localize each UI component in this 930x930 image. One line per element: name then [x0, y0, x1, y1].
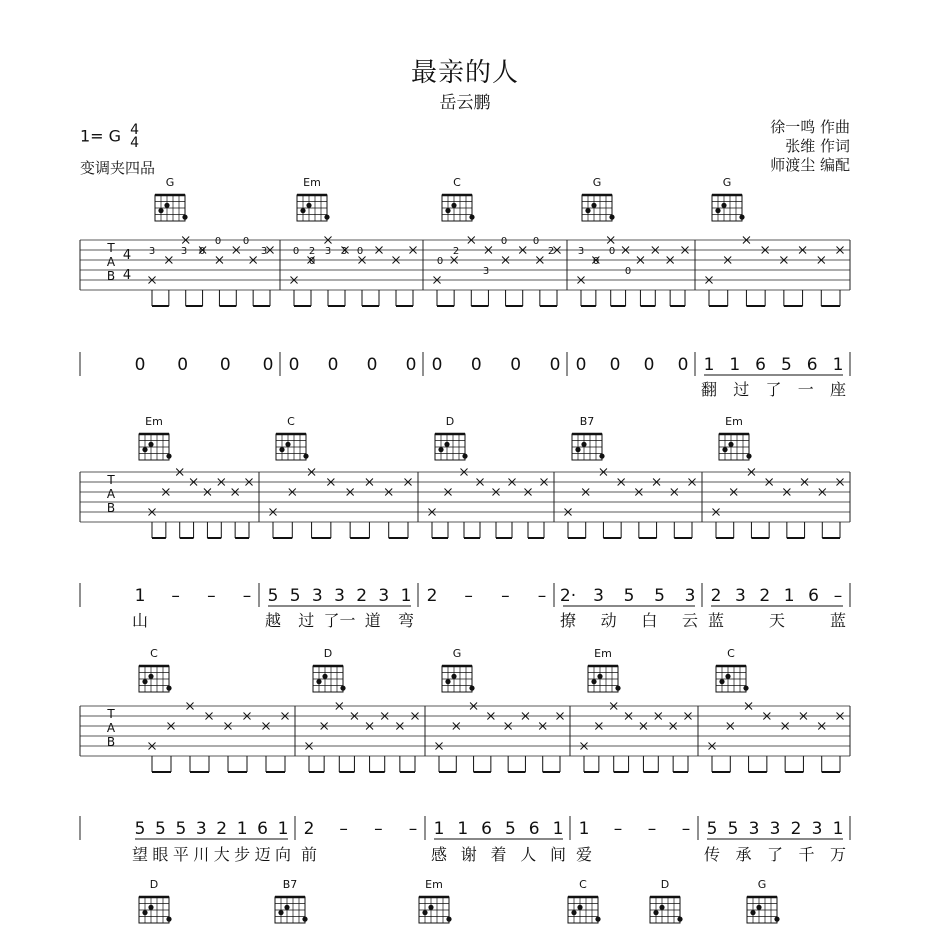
tab-fret-number: 0 [292, 246, 300, 257]
chord-dot [597, 674, 602, 679]
chord-dot [591, 679, 596, 684]
jianpu-note: – [833, 586, 843, 606]
jianpu-note: 0 [405, 355, 417, 375]
chord-name: G [452, 647, 462, 660]
lyric-char: 弯 [397, 611, 415, 630]
lyric-char: 白 [641, 611, 658, 630]
lyric-char: 山 [131, 611, 149, 630]
tab-fret-number: 2 [452, 246, 460, 257]
jianpu-note: 2 [710, 586, 722, 606]
lyric-char: 感 [430, 845, 448, 864]
jianpu-note: – [501, 586, 510, 606]
chord-dot [324, 215, 329, 220]
tab-fret-number: 2 [547, 246, 555, 257]
lyric-char: 过 [733, 380, 750, 399]
chord-dot [142, 910, 147, 915]
chord-dot [438, 447, 443, 452]
jianpu-note: 1 [729, 355, 741, 375]
jianpu-note: 0 [609, 355, 621, 375]
lyric-char: 动 [600, 611, 617, 630]
jianpu-note: 5 [267, 586, 279, 606]
chord-dot [469, 686, 474, 691]
lyric-char: 平 [172, 845, 189, 864]
jianpu-note: – [408, 819, 418, 839]
tab-fret-number: 0 [532, 236, 540, 247]
chord-diagram [155, 176, 188, 221]
chord-dot [722, 447, 727, 452]
chord-name: G [722, 176, 732, 189]
lyric-char: 千 [798, 845, 815, 864]
lyric-char: 了 [765, 380, 782, 399]
jianpu-note: 2 [790, 819, 802, 839]
jianpu-note: – [171, 586, 180, 606]
jianpu-note: 3 [748, 819, 760, 839]
jianpu-note: 1 [236, 819, 248, 839]
lyric-char: 道 [364, 611, 381, 630]
tab-fret-number: 3 [577, 246, 585, 257]
chord-dot [462, 454, 467, 459]
lyric-char: 间 [549, 845, 567, 864]
lyric-char: 撩 [559, 611, 577, 630]
jianpu-note: 3 [684, 586, 696, 606]
jianpu-note: 5 [504, 819, 516, 839]
lyric-char: 望 [131, 845, 149, 864]
lyric-char: 向 [274, 845, 292, 864]
jianpu-note: – [339, 819, 348, 839]
jianpu-note: 0 [327, 355, 339, 375]
jianpu-note: 3 [811, 819, 823, 839]
jianpu-note: 6 [257, 819, 268, 839]
tab-fret-number: 2 [308, 246, 316, 257]
jianpu-note: 2 [426, 586, 438, 606]
lyric-char: 川 [193, 845, 210, 864]
chord-dot [316, 679, 321, 684]
chord-name: C [453, 176, 461, 189]
chord-dot [451, 674, 456, 679]
key-label: 1= G [80, 126, 122, 146]
tab-clef-letter: A [106, 487, 116, 501]
chord-dot [428, 905, 433, 910]
jianpu-note: 2· [559, 586, 577, 606]
jianpu-note: 1 [457, 819, 469, 839]
chord-dot [756, 905, 761, 910]
lyric-char: 谢 [460, 845, 477, 864]
chord-dot [446, 917, 451, 922]
chord-dot [148, 442, 153, 447]
jianpu-note: 0 [288, 355, 300, 375]
chord-dot [469, 215, 474, 220]
jianpu-note: 5 [289, 586, 301, 606]
chord-dot [166, 686, 171, 691]
jianpu-note: 1 [783, 586, 795, 606]
chord-dot [164, 203, 169, 208]
chord-dot [581, 442, 586, 447]
jianpu-note: 3 [378, 586, 390, 606]
jianpu-note: 1 [433, 819, 445, 839]
jianpu-note: – [537, 586, 547, 606]
chord-name: B7 [579, 415, 595, 428]
tab-clef-letter: B [106, 501, 116, 515]
chord-diagram [419, 878, 452, 923]
chord-dot [591, 203, 596, 208]
tab-clef-letter: B [106, 269, 116, 283]
lyric-char: 万 [829, 845, 847, 864]
chord-dot [302, 917, 307, 922]
lyric-char: 了一 [323, 611, 356, 630]
chord-diagram [297, 176, 330, 221]
chord-diagram [139, 647, 172, 692]
jianpu-note: – [647, 819, 657, 839]
lyric-char: 云 [681, 611, 699, 630]
chord-dot [750, 910, 755, 915]
jianpu-note: 0 [134, 355, 146, 375]
chord-diagram [442, 647, 475, 692]
chord-dot [300, 208, 305, 213]
lyric-char: 步 [234, 845, 251, 864]
jianpu-note: 1 [578, 819, 590, 839]
chord-dot [746, 454, 751, 459]
tab-fret-number: 0 [436, 256, 444, 267]
chord-name: C [287, 415, 295, 428]
lyric-char: 人 [520, 845, 537, 864]
chord-diagram [712, 176, 745, 221]
chord-diagram [435, 415, 468, 460]
jianpu-note: 1 [552, 819, 564, 839]
chord-dot [677, 917, 682, 922]
lyric-char: 蓝 [707, 611, 725, 630]
tab-clef-letter: T [107, 473, 115, 487]
tab-clef-letter: T [107, 707, 115, 721]
lyric-char: 蓝 [829, 611, 847, 630]
jianpu-note: 2 [356, 586, 368, 606]
tab-clef-letter: A [106, 255, 116, 269]
chord-dot [322, 674, 327, 679]
jianpu-note: – [464, 586, 473, 606]
chord-diagram [716, 647, 749, 692]
chord-name: Em [303, 176, 321, 189]
jianpu-note: 2 [216, 819, 228, 839]
chord-dot [721, 203, 726, 208]
chord-dot [142, 447, 147, 452]
jianpu-note: 5 [134, 819, 146, 839]
jianpu-note: 5 [623, 586, 635, 606]
jianpu-note: 3 [734, 586, 746, 606]
tab-fret-number: 0 [242, 236, 250, 247]
jianpu-note: 1 [400, 586, 412, 606]
chord-diagram [719, 415, 752, 460]
chord-dot [284, 905, 289, 910]
jianpu-note: 1 [703, 355, 715, 375]
tab-time-bottom: 4 [122, 268, 132, 283]
chord-name: D [660, 878, 670, 891]
tab-clef-letter: B [106, 735, 116, 749]
chord-name: G [165, 176, 175, 189]
chord-dot [148, 905, 153, 910]
jianpu-note: – [242, 586, 252, 606]
tab-fret-number: 3 [148, 246, 156, 257]
lyric-char: 了 [766, 845, 784, 864]
chord-dot [728, 442, 733, 447]
tab-fret-number: 3 [340, 246, 348, 257]
jianpu-note: 1 [832, 355, 844, 375]
chord-name: C [150, 647, 158, 660]
chord-diagram [313, 647, 346, 692]
lyric-char: 天 [768, 611, 786, 630]
jianpu-note: 3 [334, 586, 345, 606]
jianpu-note: 0 [677, 355, 689, 375]
capo-note: 变调夹四品 [80, 159, 156, 177]
lyric-char: 眼 [152, 845, 169, 864]
tab-fret-number: 0 [592, 256, 600, 267]
tab-fret-number: 0 [356, 246, 364, 257]
chord-dot [774, 917, 779, 922]
jianpu-note: 0 [643, 355, 655, 375]
chord-dot [615, 686, 620, 691]
chord-dot [306, 203, 311, 208]
jianpu-note: 3 [195, 819, 207, 839]
chord-dot [743, 686, 748, 691]
jianpu-note: – [681, 819, 691, 839]
chord-dot [739, 215, 744, 220]
chord-diagram [568, 878, 601, 923]
tab-clef-letter: A [106, 721, 116, 735]
lyricist-credit: 张维 作词 [785, 137, 850, 155]
chord-name: B7 [282, 878, 298, 891]
lyric-char: 前 [300, 845, 318, 864]
tab-time-top: 4 [122, 248, 132, 263]
tab-fret-number: 3 [324, 246, 332, 257]
tab-fret-number: 3 [260, 246, 268, 257]
jianpu-note: 0 [470, 355, 482, 375]
chord-diagram [139, 878, 172, 923]
chord-dot [142, 679, 147, 684]
chord-dot [595, 917, 600, 922]
chord-diagram [276, 415, 309, 460]
time-top: 4 [130, 122, 140, 138]
jianpu-note: 0 [549, 355, 561, 375]
jianpu-note: – [207, 586, 216, 606]
tab-fret-number: 0 [198, 246, 206, 257]
jianpu-note: 0 [262, 355, 274, 375]
chord-name: G [757, 878, 767, 891]
lyric-char: 一 [797, 380, 814, 399]
tab-fret-number: 3 [482, 266, 490, 277]
chord-dot [166, 454, 171, 459]
lyric-char: 迈 [254, 845, 271, 864]
chord-name: C [727, 647, 735, 660]
jianpu-note: 5 [727, 819, 739, 839]
lyric-char: 着 [490, 845, 507, 864]
chord-dot [445, 679, 450, 684]
chord-name: D [149, 878, 159, 891]
jianpu-note: 0 [219, 355, 231, 375]
chord-name: D [323, 647, 333, 660]
artist-name: 岳云鹏 [439, 93, 491, 113]
jianpu-note: – [613, 819, 623, 839]
tab-fret-number: 0 [500, 236, 508, 247]
arranger-credit: 师渡尘 编配 [770, 156, 850, 174]
chord-dot [659, 905, 664, 910]
jianpu-note: 2 [303, 819, 315, 839]
tab-fret-number: 3 [180, 246, 188, 257]
jianpu-note: 6 [755, 355, 767, 375]
jianpu-note: 5 [155, 819, 166, 839]
chord-dot [715, 208, 720, 213]
chord-dot [303, 454, 308, 459]
song-title: 最亲的人 [410, 58, 519, 88]
chord-dot [340, 686, 345, 691]
chord-name: C [579, 878, 587, 891]
chord-name: D [445, 415, 455, 428]
lyric-char: 翻 [700, 380, 718, 399]
jianpu-note: 5 [706, 819, 718, 839]
chord-dot [445, 208, 450, 213]
chord-dot [285, 442, 290, 447]
lyric-char: 承 [735, 845, 752, 864]
chord-dot [653, 910, 658, 915]
jianpu-note: 3 [311, 586, 323, 606]
chord-dot [166, 917, 171, 922]
lyric-char: 大 [213, 845, 230, 864]
jianpu-note: 5 [654, 586, 665, 606]
chord-diagram [572, 415, 605, 460]
tab-fret-number: 0 [608, 246, 616, 257]
jianpu-note: 6 [806, 355, 818, 375]
chord-diagram [139, 415, 172, 460]
jianpu-note: 0 [366, 355, 378, 375]
chord-diagram [442, 176, 475, 221]
chord-name: G [592, 176, 602, 189]
lyric-char: 越 [264, 611, 282, 630]
chord-name: Em [145, 415, 163, 428]
chord-dot [451, 203, 456, 208]
jianpu-note: 0 [177, 355, 189, 375]
chord-dot [158, 208, 163, 213]
chord-diagram [275, 878, 308, 923]
jianpu-note: – [374, 819, 383, 839]
composer-credit: 徐一鸣 作曲 [770, 118, 850, 136]
tab-fret-number: 0 [214, 236, 222, 247]
chord-diagram [650, 878, 683, 923]
jianpu-note: 0 [431, 355, 443, 375]
jianpu-note: 2 [759, 586, 771, 606]
chord-dot [577, 905, 582, 910]
jianpu-note: 3 [593, 586, 604, 606]
chord-dot [148, 674, 153, 679]
tab-fret-number: 0 [308, 256, 316, 267]
lyric-char: 过 [298, 611, 315, 630]
jianpu-note: 0 [510, 355, 522, 375]
jianpu-note: 6 [528, 819, 540, 839]
jianpu-note: 6 [481, 819, 493, 839]
jianpu-note: 3 [769, 819, 781, 839]
chord-dot [599, 454, 604, 459]
jianpu-note: 5 [780, 355, 792, 375]
jianpu-note: 0 [575, 355, 587, 375]
jianpu-note: 6 [808, 586, 820, 606]
chord-dot [719, 679, 724, 684]
chord-diagram [582, 176, 615, 221]
chord-dot [575, 447, 580, 452]
tab-clef-letter: T [107, 241, 115, 255]
chord-dot [444, 442, 449, 447]
lyric-char: 座 [829, 380, 847, 399]
chord-dot [725, 674, 730, 679]
jianpu-note: 1 [832, 819, 844, 839]
chord-dot [585, 208, 590, 213]
chord-dot [571, 910, 576, 915]
chord-name: Em [725, 415, 743, 428]
lyric-char: 爱 [575, 845, 593, 864]
chord-dot [279, 447, 284, 452]
chord-diagram [747, 878, 780, 923]
chord-diagram [588, 647, 621, 692]
jianpu-note: 1 [134, 586, 146, 606]
chord-dot [609, 215, 614, 220]
chord-dot [182, 215, 187, 220]
time-bottom: 4 [130, 135, 140, 151]
chord-name: Em [594, 647, 612, 660]
tab-fret-number: 0 [624, 266, 632, 277]
chord-dot [422, 910, 427, 915]
chord-dot [278, 910, 283, 915]
chord-name: Em [425, 878, 443, 891]
lyric-char: 传 [703, 845, 721, 864]
jianpu-note: 5 [175, 819, 187, 839]
jianpu-note: 1 [277, 819, 289, 839]
